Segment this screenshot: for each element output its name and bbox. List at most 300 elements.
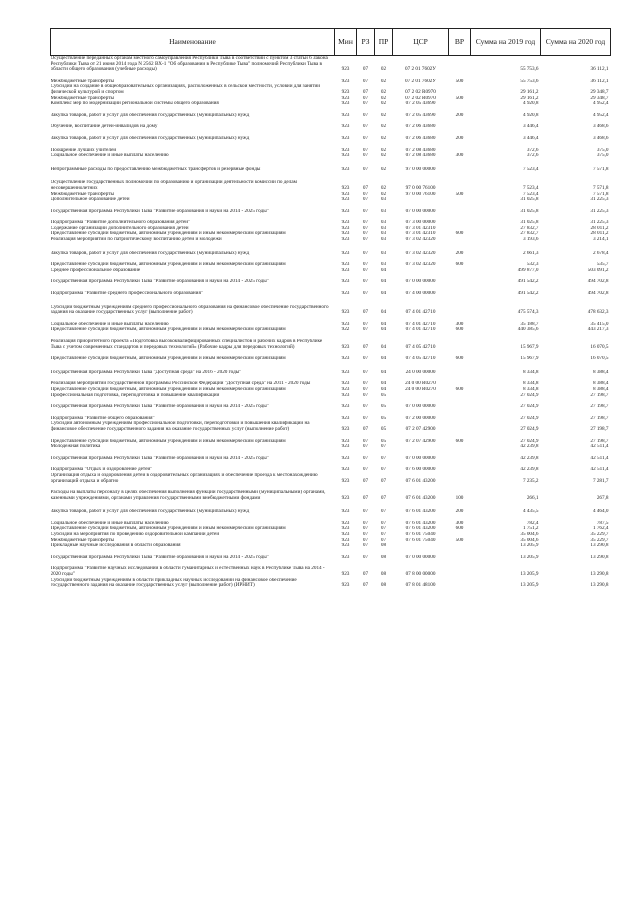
cell-csr: 07 0 00 00000 — [405, 404, 436, 410]
cell-sum-2020: 8 388,4 — [592, 369, 609, 375]
cell-sum-2020: 16 070,5 — [590, 356, 609, 362]
cell-csr: 07 0 00 00000 — [405, 554, 436, 560]
cell-pr: 05 — [380, 425, 387, 432]
cell-sum-2019: 15 967,9 — [520, 356, 539, 362]
cell-sum-2020: 13 290,8 — [590, 543, 609, 549]
cell-sum-2020: 7 571,8 — [592, 166, 609, 172]
cell-rz: 07 — [362, 78, 369, 84]
cell-csr: 97 0 00 76100 — [405, 184, 436, 191]
cell-pr: 05 — [380, 392, 387, 398]
cell-csr: 07 6 01 43200 — [405, 509, 436, 515]
cell-name: Среднее профессиональное образование — [50, 267, 141, 273]
cell-min: 923 — [341, 356, 350, 362]
header-rz: РЗ — [357, 29, 375, 56]
cell-sum-2019: 7 523,4 — [522, 191, 539, 197]
cell-pr: 04 — [380, 309, 387, 316]
cell-pr: 07 — [380, 526, 387, 532]
cell-rz: 07 — [362, 231, 369, 237]
cell-sum-2019: 29 161,2 — [520, 95, 539, 101]
cell-csr: 07 4 05 42710 — [405, 356, 436, 362]
cell-sum-2020: 7 571,8 — [592, 191, 609, 197]
cell-rz: 07 — [362, 415, 369, 421]
table-row — [51, 339, 611, 350]
budget-table — [50, 28, 611, 589]
cell-pr: 02 — [380, 184, 387, 191]
cell-min: 923 — [341, 124, 350, 130]
cell-name: Реализация мероприятий государственной программы Российской Федерации "Доступная среда" на 2011 - 2020 годы — [50, 381, 311, 387]
cell-pr: 03 — [380, 220, 387, 226]
table-row — [51, 490, 611, 501]
cell-min: 923 — [341, 309, 350, 316]
cell-name: Межбюджетные трансферты — [50, 537, 115, 543]
row-spacer-cell — [51, 297, 611, 305]
cell-min: 923 — [341, 279, 350, 285]
cell-name: Межбюджетные трансферты — [50, 191, 115, 197]
cell-csr: 07 0 00 00000 — [405, 208, 436, 214]
cell-name: Социальное обеспечение и иные выплаты населению — [50, 321, 169, 327]
cell-rz: 07 — [362, 208, 369, 214]
cell-sum-2019: 13 205,9 — [520, 571, 539, 578]
cell-rz: 07 — [362, 571, 369, 578]
cell-min: 923 — [341, 520, 350, 526]
cell-rz: 07 — [362, 554, 369, 560]
cell-csr: 07 6 01 43200 — [405, 477, 436, 484]
cell-csr: 07 6 01 75040 — [405, 532, 436, 538]
cell-min: 923 — [341, 425, 350, 432]
cell-sum-2019: 4 920,8 — [522, 101, 539, 107]
cell-csr: 07 2 08 43680 — [405, 147, 436, 153]
cell-pr: 04 — [380, 327, 387, 333]
cell-rz: 07 — [362, 147, 369, 153]
header-csr: ЦСР — [393, 29, 449, 56]
cell-min: 923 — [341, 166, 350, 172]
table-row — [51, 473, 611, 484]
cell-csr: 07 3 00 00000 — [405, 220, 436, 226]
header-sum-2020: Сумма на 2020 год — [541, 29, 611, 56]
row-spacer-cell — [51, 243, 611, 251]
cell-sum-2019: 27 024,9 — [520, 425, 539, 432]
cell-min: 923 — [341, 95, 350, 101]
cell-csr: 07 6 01 43200 — [405, 494, 436, 501]
cell-csr: 07 2 01 7602У — [405, 66, 436, 73]
cell-min: 923 — [341, 455, 350, 461]
cell-sum-2020: 3 468,6 — [592, 124, 609, 130]
cell-name: Социальное обеспечение и иные выплаты населению — [50, 153, 169, 159]
cell-pr: 07 — [380, 455, 387, 461]
cell-min: 923 — [341, 225, 350, 231]
cell-sum-2020: 42 511,4 — [590, 444, 609, 450]
cell-rz: 07 — [362, 184, 369, 191]
cell-sum-2019: 3 193,6 — [522, 237, 539, 243]
cell-sum-2020: 13 290,8 — [590, 554, 609, 560]
cell-min: 923 — [341, 415, 350, 421]
cell-pr: 04 — [380, 321, 387, 327]
cell-pr: 07 — [380, 477, 387, 484]
cell-name: Молодежная политика — [50, 444, 101, 450]
cell-name: Государственная программа Республики Тыва "Доступная среда" на 2016 - 2020 годы" — [50, 369, 242, 375]
cell-min: 923 — [341, 509, 350, 515]
cell-name: Комплекс мер по модернизации региональной системы общего образования — [50, 101, 219, 107]
cell-csr: 07 2 07 42900 — [405, 425, 436, 432]
cell-pr: 04 — [380, 386, 387, 392]
cell-sum-2019: 27 832,7 — [520, 231, 539, 237]
cell-csr: 24 0 00 R0270 — [405, 381, 436, 387]
cell-rz: 07 — [362, 124, 369, 130]
cell-rz: 07 — [362, 95, 369, 101]
cell-rz: 07 — [362, 526, 369, 532]
cell-sum-2019: 3 446,4 — [522, 135, 539, 141]
cell-name: Субсидии бюджетным учреждениям среднего профессионального образования на финансовое обеспечение государственного задания на оказание государственных услуг (выполнение работ) — [50, 304, 329, 316]
cell-vr: 600 — [455, 327, 464, 333]
cell-rz: 07 — [362, 88, 369, 95]
cell-pr: 08 — [380, 582, 387, 589]
cell-vr: 600 — [455, 386, 464, 392]
row-spacer — [51, 297, 611, 305]
cell-pr: 02 — [380, 124, 387, 130]
cell-name: Профессиональная подготовка, переподготовка и повышение квалификации — [50, 392, 220, 398]
cell-sum-2019: 7 523,4 — [522, 184, 539, 191]
cell-sum-2019: 55 753,6 — [520, 78, 539, 84]
cell-sum-2019: 532,3 — [526, 262, 539, 268]
cell-pr: 03 — [380, 197, 387, 203]
cell-pr: 03 — [380, 231, 387, 237]
cell-rz: 07 — [362, 532, 369, 538]
cell-vr — [449, 578, 471, 589]
cell-sum-2019: 35 004,6 — [520, 537, 539, 543]
cell-sum-2020: 2 678,4 — [592, 250, 609, 256]
cell-sum-2020: 8 388,4 — [592, 386, 609, 392]
cell-pr: 02 — [380, 95, 387, 101]
cell-min: 923 — [341, 467, 350, 473]
cell-pr: 04 — [380, 267, 387, 273]
cell-rz: 07 — [362, 112, 369, 118]
cell-min: 923 — [341, 262, 350, 268]
cell-min: 923 — [341, 291, 350, 297]
cell-csr: 07 2 06 43680 — [405, 135, 436, 141]
cell-vr: 300 — [455, 520, 464, 526]
cell-sum-2019: 8 334,8 — [522, 381, 539, 387]
cell-sum-2020: 31 225,3 — [590, 220, 609, 226]
cell-sum-2019: 42 239,8 — [520, 467, 539, 473]
cell-sum-2019: 1 751,2 — [522, 526, 539, 532]
cell-rz: 07 — [362, 386, 369, 392]
cell-csr: 07 4 01 42710 — [405, 321, 436, 327]
cell-vr: 500 — [455, 537, 464, 543]
cell-vr: 200 — [455, 135, 464, 141]
cell-sum-2020: 29 348,7 — [590, 95, 609, 101]
cell-sum-2019: 55 753,6 — [520, 66, 539, 73]
cell-vr: 600 — [455, 526, 464, 532]
cell-csr: 07 4 01 42710 — [405, 327, 436, 333]
cell-min: 923 — [341, 404, 350, 410]
cell-csr: 07 8 00 00000 — [405, 571, 436, 578]
cell-name: Предоставление субсидий бюджетным, автономным учреждениям и иным некоммерческим организациям — [50, 386, 286, 392]
cell-sum-2020: 535,7 — [596, 262, 609, 268]
cell-sum-2020: 42 511,4 — [590, 467, 609, 473]
cell-sum-2020: 35 415,0 — [590, 321, 609, 327]
cell-pr: 03 — [380, 262, 387, 268]
cell-sum-2020: 267,8 — [596, 494, 609, 501]
cell-csr: 07 3 02 42320 — [405, 262, 436, 268]
cell-csr: 07 2 07 42900 — [405, 438, 436, 444]
cell-min: 923 — [341, 494, 350, 501]
cell-csr: 97 0 00 00000 — [405, 166, 436, 172]
cell-min: 923 — [341, 220, 350, 226]
table-row — [51, 566, 611, 577]
cell-name: Закупка товаров, работ и услуг для обеспечения государственных (муниципальных) нужд — [50, 135, 250, 141]
row-spacer — [51, 243, 611, 251]
cell-sum-2020: 36 112,1 — [590, 78, 609, 84]
cell-vr — [449, 473, 471, 484]
cell-csr: 07 2 00 00000 — [405, 415, 436, 421]
cell-csr: 07 4 00 00000 — [405, 291, 436, 297]
cell-csr: 07 3 02 42320 — [405, 237, 436, 243]
cell-pr: 08 — [380, 571, 387, 578]
cell-sum-2019: 35 188,7 — [520, 321, 539, 327]
cell-sum-2019: 7 235,2 — [522, 477, 539, 484]
cell-name: Субсидии бюджетным учреждениям в области прикладных научных исследований на финансовое обеспечение государственного задания на оказание государственных услуг (выполнение работ) (ИРНИТ) — [50, 577, 297, 589]
cell-min: 923 — [341, 237, 350, 243]
cell-csr: 07 2 05 43690 — [405, 112, 436, 118]
cell-pr: 05 — [380, 404, 387, 410]
row-spacer-cell — [51, 362, 611, 370]
cell-name: Расходы на выплаты персоналу в целях обеспечения выполнения функций государственными (муниципальными) органами, казенными учреждениями, органами управления государственными внебюджетными фондами — [50, 490, 326, 501]
cell-sum-2019: 491 542,2 — [517, 279, 539, 285]
cell-rz: 07 — [362, 455, 369, 461]
cell-rz: 07 — [362, 537, 369, 543]
cell-pr: 07 — [380, 520, 387, 526]
cell-sum-2019: 13 205,9 — [520, 582, 539, 589]
cell-rz: 07 — [362, 467, 369, 473]
cell-sum-2020: 7 281,7 — [592, 477, 609, 484]
cell-name: Социальное обеспечение и иные выплаты населению — [50, 520, 169, 526]
cell-min: 923 — [341, 582, 350, 589]
cell-sum-2020: 31 225,3 — [590, 197, 609, 203]
cell-csr: 07 6 01 43200 — [405, 526, 436, 532]
cell-rz: 07 — [362, 279, 369, 285]
cell-vr: 200 — [455, 509, 464, 515]
cell-vr: 500 — [455, 78, 464, 84]
cell-sum-2019: 27 024,9 — [520, 392, 539, 398]
cell-sum-2020: 8 388,4 — [592, 381, 609, 387]
cell-sum-2020: 4 952,4 — [592, 112, 609, 118]
cell-csr: 07 2 01 7602У — [405, 78, 436, 84]
cell-name: Содержание организаций дополнительного образования детей — [50, 225, 189, 231]
cell-sum-2019: 27 024,9 — [520, 438, 539, 444]
cell-min: 923 — [341, 571, 350, 578]
cell-rz: 07 — [362, 392, 369, 398]
cell-pr: 03 — [380, 225, 387, 231]
cell-min: 923 — [341, 392, 350, 398]
cell-rz: 07 — [362, 153, 369, 159]
cell-sum-2019: 13 205,9 — [520, 543, 539, 549]
cell-csr: 07 6 01 43200 — [405, 520, 436, 526]
cell-sum-2019: 29 161,2 — [520, 88, 539, 95]
cell-name: Субсидии автономным учреждениям профессиональной подготовки, переподготовки и повышения квалификации на финансовое обеспечение государственного задания на оказание государственных услуг (выполнение работ) — [50, 421, 310, 432]
cell-min: 923 — [341, 369, 350, 375]
cell-vr — [449, 421, 471, 432]
cell-min: 923 — [341, 438, 350, 444]
header-name: Наименование — [51, 29, 335, 56]
cell-name: Осуществление государственных полномочий по образованию и организации деятельности комиссий по делам несовершеннолетних — [50, 180, 297, 191]
cell-pr: 02 — [380, 153, 387, 159]
cell-min: 923 — [341, 88, 350, 95]
table-row — [51, 421, 611, 432]
cell-name: Подпрограмма "Развитие дополнительного образования детей" — [50, 220, 191, 226]
cell-sum-2020: 4 464,0 — [592, 509, 609, 515]
cell-name: Межбюджетные трансферты — [50, 95, 115, 101]
cell-name: Предоставление субсидий бюджетным, автономным учреждениям и иным некоммерческим организациям — [50, 231, 286, 237]
cell-name: Организация отдыха и оздоровления детей в оздоровительных организациях и обеспечение проезда к местонахождению организаций отдыха и обратно — [50, 472, 318, 484]
cell-min: 923 — [341, 532, 350, 538]
cell-sum-2020: 27 198,7 — [590, 392, 609, 398]
cell-name: Дополнительное образование детей — [50, 197, 130, 203]
cell-sum-2019: 27 832,7 — [520, 225, 539, 231]
cell-pr: 03 — [380, 208, 387, 214]
cell-sum-2019: 13 205,9 — [520, 554, 539, 560]
cell-min: 923 — [341, 381, 350, 387]
cell-pr: 04 — [380, 291, 387, 297]
cell-rz: 07 — [362, 250, 369, 256]
cell-min: 923 — [341, 543, 350, 549]
cell-min: 923 — [341, 184, 350, 191]
cell-pr: 07 — [380, 537, 387, 543]
cell-sum-2019: 3 446,4 — [522, 124, 539, 130]
cell-sum-2020: 494 702,8 — [587, 279, 609, 285]
cell-name: Обучение, воспитание детей-инвалидов на дому — [50, 124, 158, 130]
cell-name: Государственная программа Республики Тыва "Развитие образования и науки на 2014 - 2025 годы" — [50, 279, 269, 285]
cell-min: 923 — [341, 191, 350, 197]
cell-name: Государственная программа Республики Тыва "Развитие образования и науки на 2014 - 2025 годы" — [50, 208, 269, 214]
cell-name: Реализация мероприятий по патриотическому воспитанию детей и молодежи — [50, 237, 222, 243]
cell-pr: 03 — [380, 237, 387, 243]
cell-csr: 07 4 05 42710 — [405, 343, 436, 350]
cell-min: 923 — [341, 135, 350, 141]
cell-pr: 07 — [380, 444, 387, 450]
cell-min: 923 — [341, 66, 350, 73]
cell-rz: 07 — [362, 494, 369, 501]
cell-rz: 07 — [362, 191, 369, 197]
cell-csr: 07 3 02 42320 — [405, 250, 436, 256]
cell-csr: 07 2 05 43690 — [405, 101, 436, 107]
cell-rz: 07 — [362, 356, 369, 362]
cell-min: 923 — [341, 112, 350, 118]
cell-name: Закупка товаров, работ и услуг для обеспечения государственных (муниципальных) нужд — [50, 250, 250, 256]
cell-min: 923 — [341, 153, 350, 159]
cell-csr: 07 3 01 42310 — [405, 231, 436, 237]
cell-name: Предоставление субсидий бюджетным, автономным учреждениям и иным некоммерческим организациям — [50, 438, 286, 444]
cell-rz: 07 — [362, 267, 369, 273]
cell-pr: 02 — [380, 147, 387, 153]
cell-csr: 07 3 01 42310 — [405, 225, 436, 231]
cell-pr: 04 — [380, 279, 387, 285]
cell-rz: 07 — [362, 582, 369, 589]
cell-pr: 08 — [380, 543, 387, 549]
table-body — [51, 56, 611, 589]
cell-sum-2020: 1 762,4 — [592, 526, 609, 532]
cell-pr: 04 — [380, 356, 387, 362]
table-row — [51, 305, 611, 316]
cell-min: 923 — [341, 101, 350, 107]
cell-rz: 07 — [362, 225, 369, 231]
cell-min: 923 — [341, 343, 350, 350]
cell-name: Подпрограмма "Отдых и оздоровление детей" — [50, 467, 153, 473]
cell-vr: 500 — [455, 95, 464, 101]
cell-vr — [449, 56, 471, 73]
cell-rz: 07 — [362, 444, 369, 450]
cell-min: 923 — [341, 231, 350, 237]
cell-rz: 07 — [362, 477, 369, 484]
cell-min: 923 — [341, 267, 350, 273]
cell-name: Подпрограмма "Развитие общего образования" — [50, 415, 155, 421]
cell-sum-2019: 8 334,8 — [522, 386, 539, 392]
cell-rz: 07 — [362, 509, 369, 515]
cell-sum-2020: 3 214,1 — [592, 237, 609, 243]
cell-sum-2020: 13 290,8 — [590, 582, 609, 589]
cell-vr: 600 — [455, 438, 464, 444]
cell-sum-2020: 27 198,7 — [590, 438, 609, 444]
cell-sum-2019: 31 025,8 — [520, 197, 539, 203]
cell-min: 923 — [341, 526, 350, 532]
cell-sum-2019: 266,1 — [526, 494, 539, 501]
cell-csr: 07 0 00 00000 — [405, 455, 436, 461]
cell-min: 923 — [341, 537, 350, 543]
cell-vr: 600 — [455, 356, 464, 362]
cell-pr: 02 — [380, 166, 387, 172]
cell-csr: 07 2 08 43680 — [405, 153, 436, 159]
cell-min: 923 — [341, 197, 350, 203]
header-vr: ВР — [449, 29, 471, 56]
cell-sum-2019: 440 385,6 — [517, 327, 539, 333]
cell-sum-2020: 494 702,8 — [587, 291, 609, 297]
cell-sum-2020: 31 225,3 — [590, 208, 609, 214]
cell-sum-2020: 375,0 — [596, 153, 609, 159]
cell-sum-2020: 443 217,3 — [587, 327, 609, 333]
cell-pr: 02 — [380, 191, 387, 197]
cell-rz: 07 — [362, 520, 369, 526]
cell-min: 923 — [341, 250, 350, 256]
cell-pr: 05 — [380, 438, 387, 444]
table-row — [51, 84, 611, 95]
cell-pr: 05 — [380, 415, 387, 421]
cell-vr — [449, 84, 471, 95]
cell-sum-2020: 3 468,6 — [592, 135, 609, 141]
cell-name: Подпрограмма "Развитие научных исследований в области гуманитарных и естественных наук в Республике Тыва на 2014 - 2020 годы" — [50, 566, 325, 578]
cell-pr: 07 — [380, 467, 387, 473]
cell-sum-2020: 503 091,2 — [587, 267, 609, 273]
cell-vr: 200 — [455, 250, 464, 256]
cell-rz: 07 — [362, 291, 369, 297]
cell-name: Прикладные научные исследования в области образования — [50, 543, 181, 549]
cell-pr: 04 — [380, 369, 387, 375]
cell-sum-2020: 35 229,7 — [590, 537, 609, 543]
cell-min: 923 — [341, 477, 350, 484]
cell-min: 923 — [341, 386, 350, 392]
cell-rz: 07 — [362, 369, 369, 375]
cell-sum-2019: 8 334,8 — [522, 369, 539, 375]
cell-rz: 07 — [362, 166, 369, 172]
cell-csr: 24 0 00 R0270 — [405, 386, 436, 392]
cell-sum-2020: 13 290,8 — [590, 571, 609, 578]
cell-rz: 07 — [362, 262, 369, 268]
cell-sum-2019: 7 523,4 — [522, 166, 539, 172]
row-spacer-cell — [51, 172, 611, 180]
cell-sum-2019: 475 574,3 — [517, 309, 539, 316]
cell-sum-2020: 7 571,8 — [592, 184, 609, 191]
cell-min: 923 — [341, 78, 350, 84]
cell-sum-2020: 27 198,7 — [590, 415, 609, 421]
header-sum-2019: Сумма на 2019 год — [471, 29, 541, 56]
